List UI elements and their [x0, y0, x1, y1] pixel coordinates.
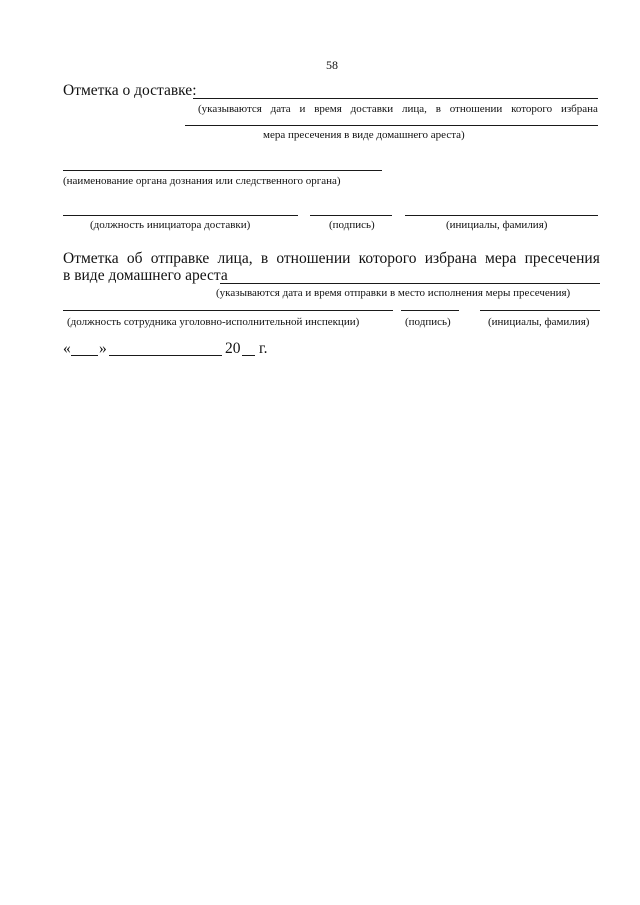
dispatch-word: Отметка [63, 250, 119, 267]
dispatch-word: лица, [217, 250, 253, 267]
delivery-hint-line1 [198, 103, 598, 115]
dispatch-heading-line1 [63, 250, 600, 268]
inspector-position-hint: (должность сотрудника уголовно-исполнительной инспекции) [67, 316, 360, 328]
dispatch-hint: (указываются дата и время отправки в место исполнения меры пресечения) [216, 287, 571, 299]
signature-hint: (подпись) [329, 219, 375, 231]
delivery-hint-word: и [299, 103, 306, 115]
date-day-fill-line[interactable] [71, 355, 98, 356]
dispatch-word: в [260, 250, 269, 267]
date-year-suffix: г. [259, 340, 268, 357]
organ-fill-line[interactable] [63, 170, 382, 171]
delivery-fill-line[interactable] [193, 98, 598, 99]
inspector-name-hint: (инициалы, фамилия) [488, 316, 590, 328]
position-fill-line[interactable] [63, 215, 298, 216]
inspector-signature-fill-line[interactable] [401, 310, 459, 311]
dispatch-word: отправке [150, 250, 210, 267]
dispatch-word: мера [485, 250, 517, 267]
date-month-fill-line[interactable] [109, 355, 222, 356]
date-year-prefix: 20 [225, 340, 241, 357]
name-fill-line[interactable] [405, 215, 598, 216]
dispatch-word: которого [358, 250, 417, 267]
dispatch-word: избрана [424, 250, 477, 267]
delivery-hint-word: доставки [350, 103, 394, 115]
delivery-hint-word: лица, [401, 103, 427, 115]
delivery-hint-word: время [314, 103, 342, 115]
date-open-quote: « [63, 340, 71, 357]
delivery-hint-word: (указываются [198, 103, 262, 115]
inspector-name-fill-line[interactable] [480, 310, 600, 311]
delivery-hint-word: отношении [449, 103, 503, 115]
organ-hint: (наименование органа дознания или следственного органа) [63, 175, 341, 187]
dispatch-fill-line[interactable] [220, 283, 600, 284]
delivery-hint-word: дата [270, 103, 291, 115]
date-close-quote: » [99, 340, 107, 357]
dispatch-heading-line2: в виде домашнего ареста [63, 267, 228, 284]
delivery-hint-word: в [435, 103, 441, 115]
position-hint: (должность инициатора доставки) [90, 219, 251, 231]
inspector-signature-hint: (подпись) [405, 316, 451, 328]
dispatch-word: об [126, 250, 143, 267]
delivery-hint-word: избрана [560, 103, 598, 115]
signature-fill-line[interactable] [310, 215, 392, 216]
page-number: 58 [326, 58, 338, 72]
dispatch-word: пресечения [524, 250, 600, 267]
name-hint: (инициалы, фамилия) [446, 219, 548, 231]
delivery-label: Отметка о доставке: [63, 82, 197, 99]
delivery-fill-line-2[interactable] [185, 125, 598, 126]
delivery-hint-word: которого [511, 103, 553, 115]
inspector-position-fill-line[interactable] [63, 310, 393, 311]
delivery-hint-line2: мера пресечения в виде домашнего ареста) [263, 129, 465, 141]
dispatch-word: отношении [276, 250, 351, 267]
date-year-fill-line[interactable] [242, 355, 255, 356]
